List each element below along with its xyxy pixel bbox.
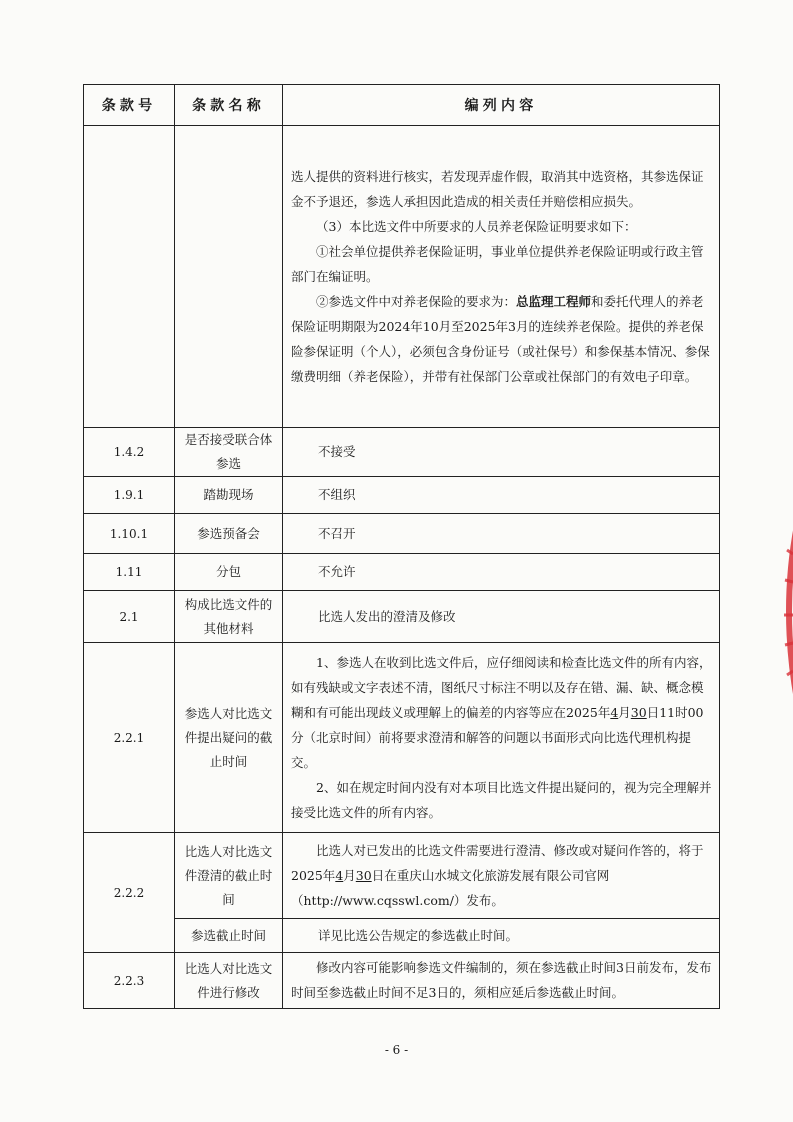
clause-content: 不组织 [283, 477, 720, 514]
paragraph: （3）本比选文件中所要求的人员养老保险证明要求如下： [316, 218, 637, 234]
table-row [84, 554, 720, 591]
bold-text: 总监理工程师 [516, 293, 592, 309]
seal-stamp-fragment [775, 520, 793, 705]
paragraph [291, 650, 714, 775]
page-number: - 6 - [384, 1043, 409, 1057]
clause-name: 分包 [175, 554, 283, 591]
table-row [84, 591, 720, 643]
paragraph: ①社会单位提供养老保险证明，事业单位提供养老保险证明或行政主管部门在编证明。 [291, 243, 704, 284]
header-content: 编列内容 [283, 85, 720, 126]
clause-name: 踏勘现场 [175, 477, 283, 514]
header-clause-no: 条款号 [84, 85, 175, 126]
clause-content [283, 953, 720, 1009]
clause-name: 是否接受联合体参选 [175, 428, 283, 477]
clause-content-cell [283, 126, 720, 428]
table-row [84, 477, 720, 514]
text-span: 1、参选人在收到比选文件后，应仔细阅读和检查比选文件的所有内容，如有残缺或文字表述不清，图纸尺寸标注不明以及存在错、漏、缺、概念模糊和有可能出现歧义或理解上的偏差的内容等应在2025年 [291, 654, 712, 720]
clause-content: 比选人发出的澄清及修改 [283, 591, 720, 643]
day-value: 30 [630, 704, 647, 720]
clause-content: 不召开 [283, 514, 720, 554]
text-span: 比选人对已发出的比选文件需要进行澄清、修改或对疑问作答的，将于2025年 [291, 842, 704, 883]
paragraph [291, 838, 714, 913]
table-row [84, 428, 720, 477]
table-row [84, 919, 720, 953]
paragraph: 修改内容可能影响参选文件编制的，须在参选截止时间3日前发布，发布时间至参选截止时间不足3日的，须相应延后参选截止时间。 [291, 960, 712, 1000]
table-row [84, 643, 720, 833]
month-value: 4 [335, 867, 344, 883]
text-span: ②参选文件中对养老保险的要求为： [316, 293, 517, 309]
clause-no: 2.2.3 [84, 953, 175, 1009]
table-row [84, 953, 720, 1009]
text-span: 月 [343, 867, 356, 883]
clause-no: 1.11 [84, 554, 175, 591]
clause-no: 1.4.2 [84, 428, 175, 477]
text-span: 月 [618, 704, 631, 720]
paragraph: 2、如在规定时间内没有对本项目比选文件提出疑问的，视为完全理解并接受比选文件的所有内容。 [291, 779, 712, 820]
clause-name: 比选人对比选文件澄清的截止时间 [175, 833, 283, 919]
clause-table [83, 84, 720, 1009]
month-value: 4 [610, 704, 619, 720]
table-row [84, 833, 720, 919]
clause-name: 构成比选文件的其他材料 [175, 591, 283, 643]
clause-no-cell [84, 126, 175, 428]
clause-content: 不接受 [283, 428, 720, 477]
clause-no: 2.1 [84, 591, 175, 643]
text-span: 日在重庆山水城文化旅游发展有限公司官网（http://www.cqsswl.com/）发布。 [291, 867, 610, 908]
clause-name: 比选人对比选文件进行修改 [175, 953, 283, 1009]
table-row [84, 126, 720, 428]
clause-content: 不允许 [283, 554, 720, 591]
text-span: 和委托代理人的养老保险证明期限为2024年10月至2025年3月的连续养老保险。提供的养老保险参保证明（个人），必须包含身份证号（或社保号）和参保基本情况、参保缴费明细（养老保险），并带有社保部门公章或社保部门的有效电子印章。 [291, 293, 710, 384]
clause-name: 参选截止时间 [175, 919, 283, 953]
clause-content: 详见比选公告规定的参选截止时间。 [283, 919, 720, 953]
day-value: 30 [355, 867, 372, 883]
clause-content [283, 643, 720, 833]
clause-no: 1.10.1 [84, 514, 175, 554]
paragraph: 选人提供的资料进行核实，若发现弄虚作假，取消其中选资格，其参选保证金不予退还，参选人承担因此造成的相关责任并赔偿相应损失。 [291, 168, 704, 209]
clause-name: 参选预备会 [175, 514, 283, 554]
header-clause-name: 条款名称 [175, 85, 283, 126]
clause-no: 1.9.1 [84, 477, 175, 514]
clause-name: 参选人对比选文件提出疑问的截止时间 [175, 643, 283, 833]
text-span: 日11时00分（北京时间）前将要求澄清和解答的问题以书面形式向比选代理机构提交。 [291, 704, 704, 770]
paragraph [291, 289, 714, 389]
table-header [84, 85, 720, 126]
clause-name-cell [175, 126, 283, 428]
clause-no: 2.2.1 [84, 643, 175, 833]
table-row [84, 514, 720, 554]
clause-no: 2.2.2 [84, 833, 175, 953]
clause-content [283, 833, 720, 919]
